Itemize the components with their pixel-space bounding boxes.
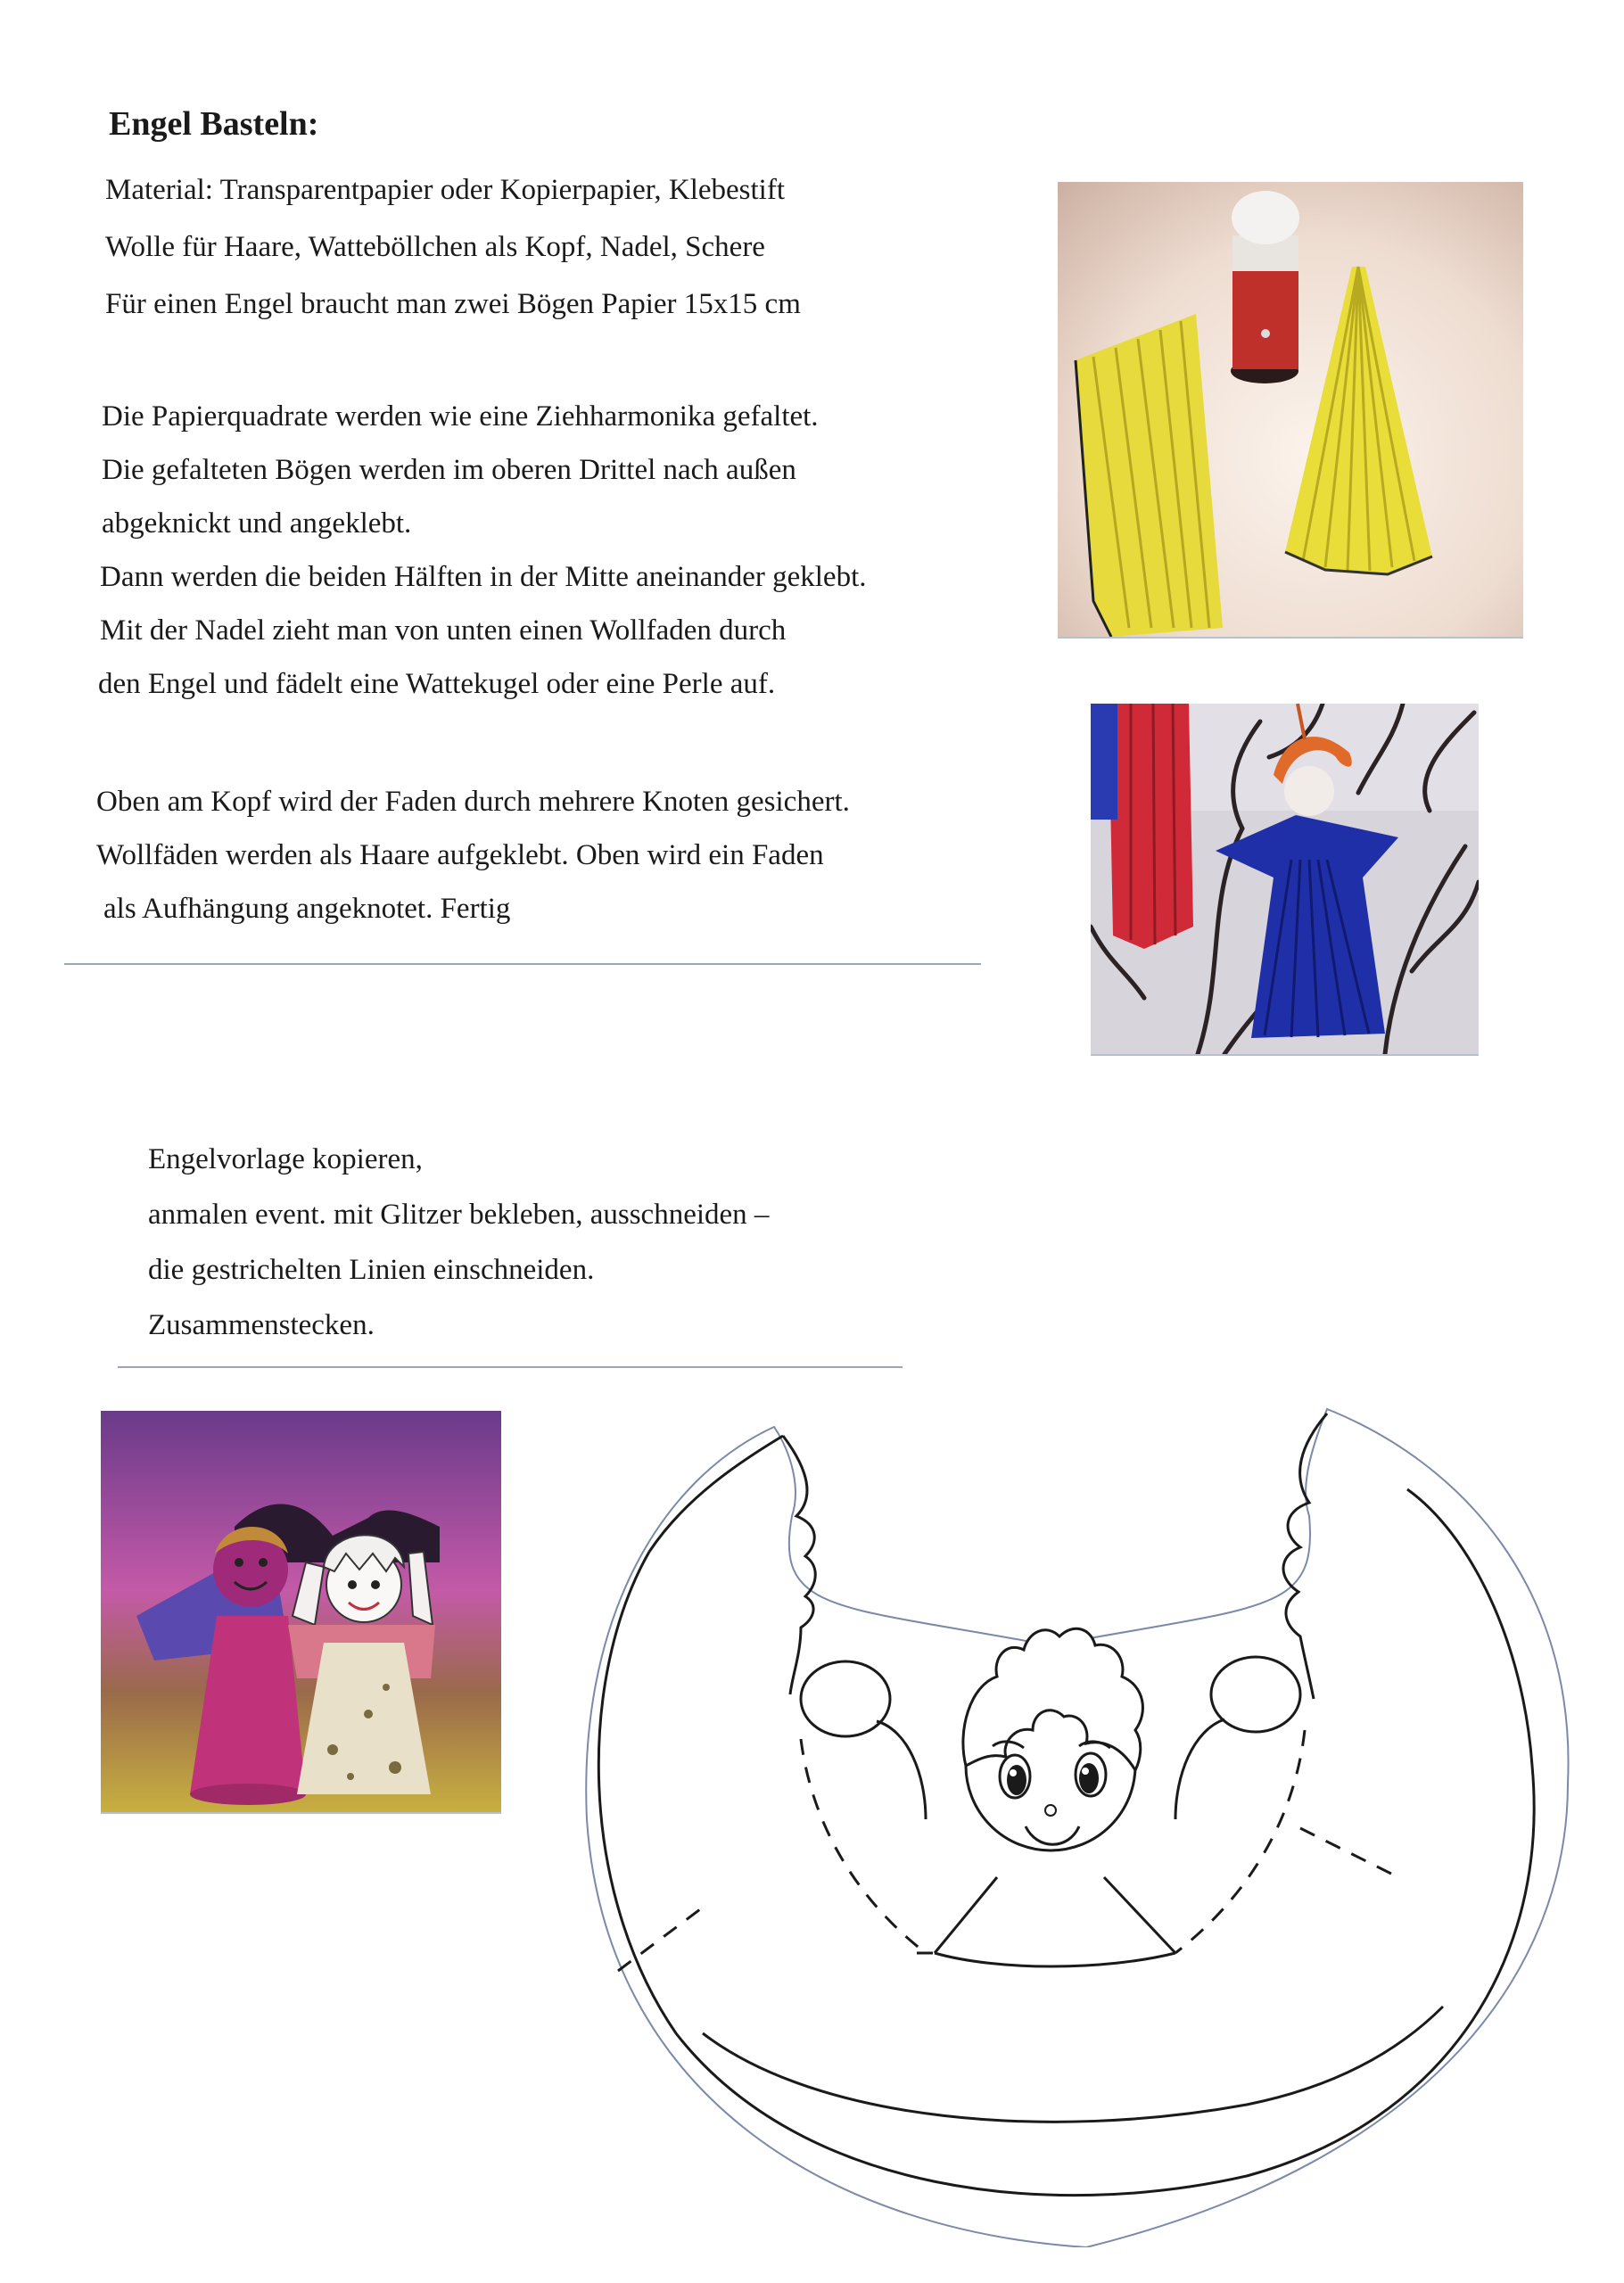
template-line-copy: Engelvorlage kopieren, xyxy=(148,1143,423,1175)
instruction-line-finish: als Aufhängung angeknotet. Fertig xyxy=(103,893,511,925)
instructions-title: Engel Basteln: xyxy=(109,105,319,143)
instruction-line-paper-size: Für einen Engel braucht man zwei Bögen Papier 15x15 cm xyxy=(105,288,801,320)
angel-cutout-template-drawing-icon xyxy=(551,1391,1586,2247)
yellow-angel-photo xyxy=(1058,182,1523,639)
blue-paper-angel-on-branches-photo-icon xyxy=(1091,704,1479,1054)
instruction-line-knots: Oben am Kopf wird der Faden durch mehrere Knoten gesichert. xyxy=(96,786,850,818)
angel-template-drawing xyxy=(551,1391,1586,2247)
template-instructions-block xyxy=(118,1090,903,1368)
instruction-line-halves: Dann werden die beiden Hälften in der Mitte aneinander geklebt. xyxy=(100,561,867,593)
two-cone-paper-angels-photo-icon xyxy=(101,1411,501,1812)
instruction-line-bend: Die gefalteten Bögen werden im oberen Drittel nach außen xyxy=(102,454,796,486)
template-line-paint: anmalen event. mit Glitzer bekleben, ausschneiden – xyxy=(148,1199,770,1231)
instruction-line-wool: Wolle für Haare, Watteböllchen als Kopf, Nadel, Schere xyxy=(105,231,765,263)
instruction-line-glue: abgeknickt und angeklebt. xyxy=(102,507,412,540)
template-line-cut: die gestrichelten Linien einschneiden. xyxy=(148,1254,595,1286)
folded-yellow-paper-angel-photo-icon xyxy=(1058,182,1523,637)
instruction-line-bead: den Engel und fädelt eine Wattekugel oder eine Perle auf. xyxy=(98,668,776,700)
instruction-line-fold: Die Papierquadrate werden wie eine Ziehharmonika gefaltet. xyxy=(102,400,819,433)
instruction-line-needle: Mit der Nadel zieht man von unten einen Wollfaden durch xyxy=(100,614,787,647)
cone-angels-photo xyxy=(101,1411,501,1814)
template-line-assemble: Zusammenstecken. xyxy=(148,1309,375,1341)
instruction-line-hair: Wollfäden werden als Haare aufgeklebt. Oben wird ein Faden xyxy=(96,839,824,871)
instructions-block xyxy=(64,76,981,965)
blue-angel-photo xyxy=(1091,704,1479,1056)
instruction-line-material: Material: Transparentpapier oder Kopierpapier, Klebestift xyxy=(105,174,786,206)
